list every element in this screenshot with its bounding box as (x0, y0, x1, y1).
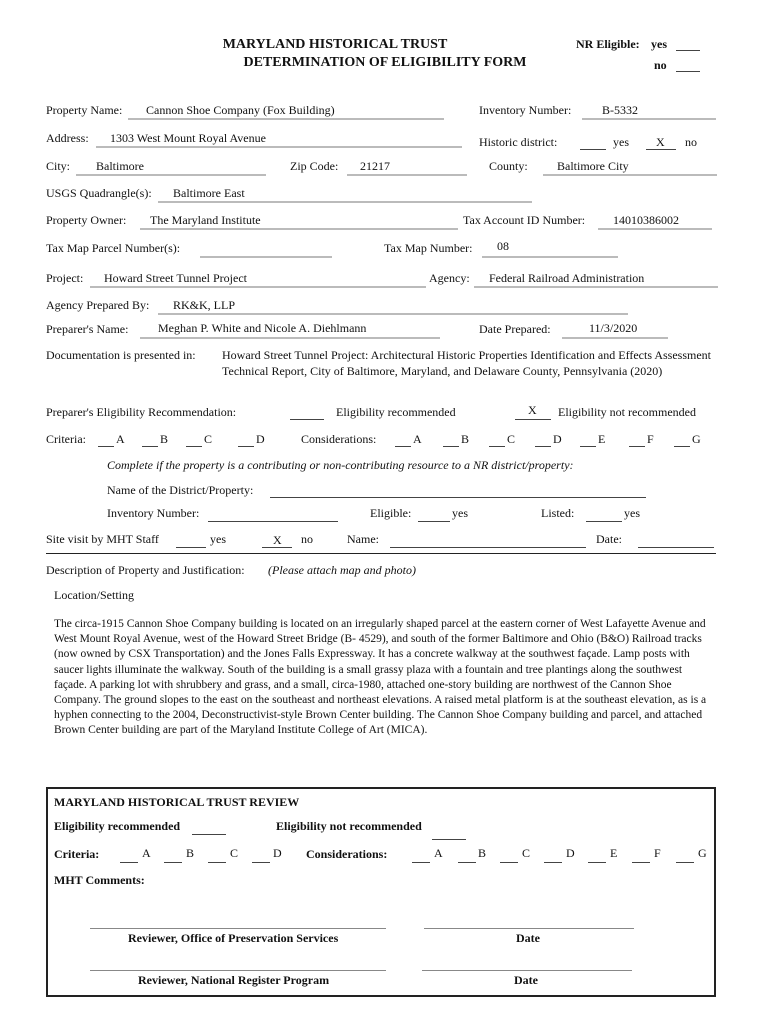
eligible-yes: yes (452, 506, 468, 520)
description-note: (Please attach map and photo) (268, 563, 416, 577)
agency-prepared-label: Agency Prepared By: (46, 298, 150, 312)
elig-not-recommended-label: Eligibility not recommended (558, 405, 696, 419)
review-consideration-g-blank[interactable] (676, 862, 694, 863)
review-criteria-a-blank[interactable] (120, 862, 138, 863)
documentation-label: Documentation is presented in: (46, 348, 196, 362)
inventory-number-label: Inventory Number: (479, 103, 572, 117)
date-prepared-label: Date Prepared: (479, 322, 551, 336)
review-consideration-d-blank[interactable] (544, 862, 562, 863)
consideration-g-blank[interactable] (674, 446, 690, 447)
sv-no: no (301, 532, 313, 546)
usgs-label: USGS Quadrangle(s): (46, 186, 152, 200)
review-consideration-e: E (610, 846, 618, 860)
tax-account-line (598, 228, 712, 230)
review-criteria-c-blank[interactable] (208, 862, 226, 863)
nr-eligible-no: no (654, 58, 667, 72)
reviewer2-label: Reviewer, National Register Program (138, 973, 330, 987)
review-consideration-a: A (434, 846, 443, 860)
tax-map-line (482, 256, 618, 258)
agency-label: Agency: (429, 271, 470, 285)
county-value[interactable]: Baltimore City (557, 159, 629, 173)
usgs-line (158, 201, 532, 203)
consideration-e-blank[interactable] (580, 446, 596, 447)
recommendation-label: Preparer's Eligibility Recommendation: (46, 405, 237, 419)
inv-number-label: Inventory Number: (107, 506, 200, 520)
review-consideration-a-blank[interactable] (412, 862, 430, 863)
inventory-number-value[interactable]: B-5332 (602, 103, 638, 117)
usgs-value[interactable]: Baltimore East (173, 186, 245, 200)
description-label: Description of Property and Justification: (46, 563, 245, 577)
review-criteria-b: B (186, 846, 195, 860)
nr-eligible-label: NR Eligible: (576, 37, 640, 51)
tax-map-value[interactable]: 08 (497, 239, 509, 253)
county-label: County: (489, 159, 528, 173)
description-body: The circa-1915 Cannon Shoe Company building is located on an irregularly shaped parcel at the eastern corner of West Lafayette Avenue and West Mount Royal Avenue, west of the Howard Street Bridge (B- 4529), and south of the former Baltimore and Ohio (B&O) Railroad tracks (now owned by CSX Transportation) and the Jones Falls Expressway. It has a concrete walkway at the southwest façade. Lamp posts with saucer lights illuminate the walkway. South of the building is a small grassy plaza with a fountain and tree plantings along the southwest façade. A parking lot with shrubbery and grass, and a small, circa-1980, attached one-story building are northwest of the Cannon Shoe Company. The ground slopes to the east on the southeast and northeast elevations. A raised metal platform is at the southeast elevation, as is a hyphen connecting to the 2004, Deconstructivist-style Brown Center building. The Cannon Shoe Company building and parcel, and attached Brown Center building are part of the Maryland Institute College of Art (MICA). (54, 618, 707, 737)
elig-not-recommended-mark[interactable]: X (528, 403, 537, 417)
project-label: Project: (46, 271, 84, 285)
eligible-label: Eligible: (370, 506, 412, 520)
sv-yes-blank[interactable] (176, 547, 206, 548)
elig-recommended-blank[interactable] (290, 419, 324, 420)
preparer-value[interactable]: Meghan P. White and Nicole A. Diehlmann (158, 321, 367, 335)
hd-yes: yes (613, 135, 629, 149)
tax-parcel-line[interactable] (200, 256, 332, 258)
location-setting-heading: Location/Setting (54, 588, 134, 602)
project-value[interactable]: Howard Street Tunnel Project (104, 271, 247, 285)
property-name-value[interactable]: Cannon Shoe Company (Fox Building) (146, 103, 335, 117)
district-name-blank[interactable] (270, 497, 646, 498)
section-divider (46, 553, 716, 554)
consideration-b: B (461, 432, 470, 446)
criteria-c: C (204, 432, 213, 446)
review-criteria-label: Criteria: (54, 847, 100, 861)
preparer-label: Preparer's Name: (46, 322, 129, 336)
hd-no: no (685, 135, 697, 149)
review-criteria-d-blank[interactable] (252, 862, 270, 863)
agency-prepared-line (158, 313, 628, 315)
hd-no-blank (646, 149, 676, 150)
review-criteria-c: C (230, 846, 239, 860)
nr-eligible-yes: yes (651, 37, 667, 51)
tax-parcel-label: Tax Map Parcel Number(s): (46, 241, 181, 255)
address-label: Address: (46, 131, 89, 145)
sv-yes: yes (210, 532, 226, 546)
criteria-d-blank[interactable] (238, 446, 254, 447)
documentation-value: Howard Street Tunnel Project: Architectural Historic Properties Identification and Effects Assessment Technical Report, City of Baltimore, Maryland, and Delaware County, Pennsylvania (2020) (222, 348, 712, 378)
preparer-line (140, 337, 440, 339)
form-title-line1: MARYLAND HISTORICAL TRUST (222, 37, 448, 52)
city-label: City: (46, 159, 71, 173)
date2-line[interactable] (422, 970, 632, 971)
listed-yes-blank[interactable] (586, 521, 622, 522)
agency-prepared-value[interactable]: RK&K, LLP (173, 298, 236, 312)
considerations-label: Considerations: (301, 432, 377, 446)
owner-label: Property Owner: (46, 213, 127, 227)
inv-number-blank[interactable] (208, 521, 338, 522)
criteria-d: D (256, 432, 265, 446)
zip-line (347, 174, 467, 176)
review-considerations-label: Considerations: (306, 847, 388, 861)
date1-line[interactable] (424, 928, 634, 929)
review-criteria-b-blank[interactable] (164, 862, 182, 863)
address-line (96, 146, 462, 148)
review-elig-not-recommended: Eligibility not recommended (276, 819, 422, 833)
reviewer1-signature-line[interactable] (90, 928, 386, 929)
consideration-a-blank[interactable] (395, 446, 411, 447)
consideration-c-blank[interactable] (489, 446, 505, 447)
criteria-b: B (160, 432, 169, 446)
elig-not-recommended-blank (515, 419, 551, 420)
nr-yes-blank[interactable] (676, 50, 700, 51)
review-consideration-d: D (566, 846, 575, 860)
criteria-a-blank[interactable] (98, 446, 114, 447)
nr-no-blank[interactable] (676, 71, 700, 72)
review-consideration-f: F (654, 846, 661, 860)
mht-comments-label: MHT Comments: (54, 873, 145, 887)
zip-label: Zip Code: (290, 159, 339, 173)
review-consideration-b-blank[interactable] (458, 862, 476, 863)
tax-map-label: Tax Map Number: (384, 241, 473, 255)
elig-recommended-label: Eligibility recommended (336, 405, 456, 419)
zip-value[interactable]: 21217 (360, 159, 390, 173)
criteria-a: A (116, 432, 125, 446)
consideration-b-blank[interactable] (443, 446, 459, 447)
criteria-b-blank[interactable] (142, 446, 158, 447)
city-value[interactable]: Baltimore (96, 159, 144, 173)
reviewer2-signature-line[interactable] (90, 970, 386, 971)
review-consideration-f-blank[interactable] (632, 862, 650, 863)
review-criteria-d: D (273, 846, 282, 860)
review-elig-not-recommended-blank[interactable] (432, 839, 466, 840)
owner-line (140, 228, 458, 230)
review-consideration-e-blank[interactable] (588, 862, 606, 863)
sv-no-mark[interactable]: X (273, 533, 282, 547)
review-consideration-b: B (478, 846, 487, 860)
address-value[interactable]: 1303 West Mount Royal Avenue (110, 131, 266, 145)
site-visit-label: Site visit by MHT Staff (46, 532, 159, 546)
criteria-label: Criteria: (46, 432, 86, 446)
review-consideration-c: C (522, 846, 531, 860)
review-elig-recommended-blank[interactable] (192, 834, 226, 835)
date-prepared-line (562, 337, 668, 339)
consideration-f-blank[interactable] (629, 446, 645, 447)
county-line (543, 174, 717, 176)
consideration-a: A (413, 432, 422, 446)
project-line (90, 286, 426, 288)
agency-line (474, 286, 718, 288)
tax-account-value[interactable]: 14010386002 (613, 213, 679, 227)
form-title-line2: DETERMINATION OF ELIGIBILITY FORM (243, 55, 527, 70)
hd-yes-blank[interactable] (580, 149, 606, 150)
sv-no-blank (262, 547, 292, 548)
site-visit-name-label: Name: (347, 532, 379, 546)
property-name-label: Property Name: (46, 103, 123, 117)
historic-district-label: Historic district: (479, 135, 558, 149)
agency-value[interactable]: Federal Railroad Administration (489, 271, 645, 285)
criteria-c-blank[interactable] (186, 446, 202, 447)
district-name-label: Name of the District/Property: (107, 483, 254, 497)
property-name-line (128, 118, 444, 120)
mht-review-box (46, 787, 716, 997)
date-prepared-value[interactable]: 11/3/2020 (589, 321, 638, 335)
review-criteria-a: A (142, 846, 151, 860)
consideration-f: F (647, 432, 654, 446)
consideration-d-blank[interactable] (535, 446, 551, 447)
consideration-g: G (692, 432, 701, 446)
consideration-c: C (507, 432, 516, 446)
complete-note: Complete if the property is a contributing or non-contributing resource to a NR district/property: (107, 458, 574, 472)
tax-account-label: Tax Account ID Number: (463, 213, 586, 227)
consideration-d: D (553, 432, 562, 446)
reviewer1-label: Reviewer, Office of Preservation Services (128, 931, 339, 945)
site-visit-date-label: Date: (596, 532, 622, 546)
date2-label: Date (514, 973, 538, 987)
date1-label: Date (516, 931, 540, 945)
eligible-yes-blank[interactable] (418, 521, 450, 522)
city-line (76, 174, 266, 176)
listed-yes: yes (624, 506, 640, 520)
review-elig-recommended: Eligibility recommended (54, 819, 181, 833)
review-consideration-g: G (698, 846, 707, 860)
inventory-number-line (582, 118, 716, 120)
review-title: MARYLAND HISTORICAL TRUST REVIEW (54, 795, 300, 809)
owner-value[interactable]: The Maryland Institute (150, 213, 261, 227)
hd-mark[interactable]: X (656, 135, 665, 149)
listed-label: Listed: (541, 506, 575, 520)
site-visit-date-blank[interactable] (638, 547, 714, 548)
consideration-e: E (598, 432, 606, 446)
site-visit-name-blank[interactable] (390, 547, 586, 548)
review-consideration-c-blank[interactable] (500, 862, 518, 863)
